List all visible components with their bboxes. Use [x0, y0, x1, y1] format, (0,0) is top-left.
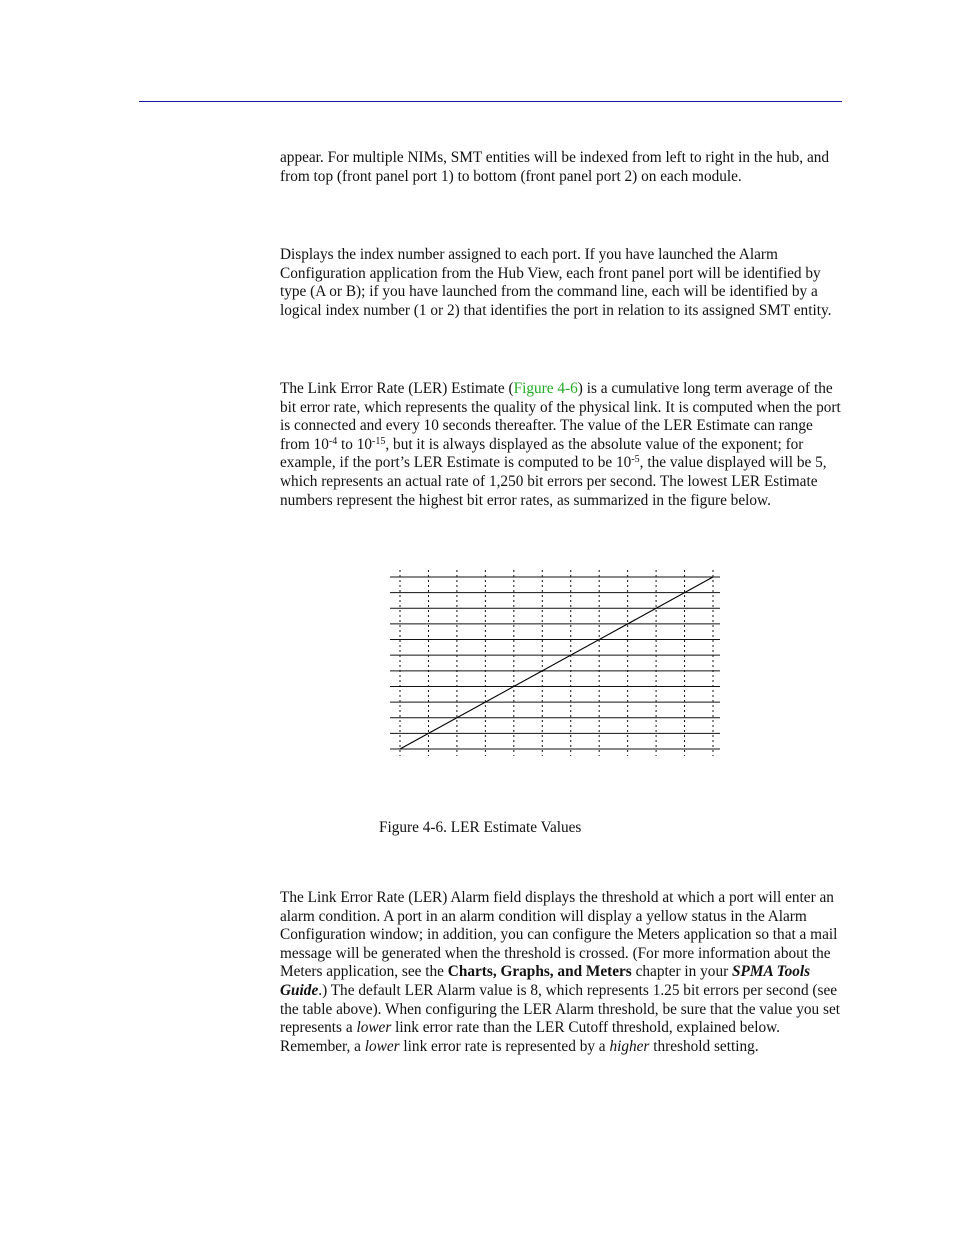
figure-4-6-link[interactable]: Figure 4-6 [513, 380, 578, 397]
ler-estimate-chart [385, 568, 725, 760]
emphasis-lower-2: lower [364, 1037, 400, 1055]
figure-caption: Figure 4-6. LER Estimate Values [379, 819, 582, 836]
spma-tools-guide-ref: SPMA Tools Guide [280, 963, 811, 999]
exponent-min: -4 [328, 435, 338, 447]
chart-series [400, 577, 713, 749]
para4-text-1: The Link Error Rate (LER) Alarm field displays the threshold at which a port will enter an alarm condition. A port in an alarm condition will display a yellow status in the Alarm Configuration window; in addition, you can configure the Meters application so that a mail message will be generated when the threshold is crossed. (For more information about the Meters application, see the [280, 889, 838, 981]
paragraph-port-index [280, 246, 842, 320]
paragraph-ler-alarm [280, 889, 842, 1056]
paragraph-ler-estimate [280, 380, 842, 510]
para4-text-3: .) The default LER Alarm value is 8, which represents 1.25 bit errors per second (see the table above). When configuring the LER Alarm threshold, be sure that the value you set represents a [280, 981, 841, 1037]
para3-text-2: ) is a cumulative long term average of the bit error rate, which represents the quality of the physical link. It is computed when the port is connected and every 10 seconds thereafter. The value of the LER Estimate can range from 10 [280, 380, 841, 453]
header-rule [139, 101, 842, 102]
horizontal-gridlines [390, 577, 720, 749]
para3-text-4: , but it is always displayed as the absolute value of the exponent; for example, if the port’s LER Estimate is computed to be 10 [280, 435, 804, 472]
emphasis-lower-1: lower [356, 1019, 392, 1037]
para4-text-4: link error rate than the LER Cutoff threshold, explained below. Remember, a [280, 1019, 780, 1055]
para4-text-6: threshold setting. [649, 1037, 759, 1055]
para3-text-5: , the value displayed will be 5, which represents an actual rate of 1,250 bit errors per second. The lowest LER Estimate numbers represent the highest bit error rates, as summarized in the figure below. [280, 454, 827, 509]
para1-text: appear. For multiple NIMs, SMT entities will be indexed from left to right in the hub, and from top (front panel port 1) to bottom (front panel port 2) on each module. [280, 149, 830, 185]
para3-text-1: The Link Error Rate (LER) Estimate ( [280, 380, 514, 397]
charts-graphs-meters-ref: Charts, Graphs, and Meters [447, 963, 632, 981]
exponent-max: -15 [372, 435, 386, 447]
para4-text-5: link error rate is represented by a [399, 1037, 610, 1055]
emphasis-higher: higher [609, 1037, 650, 1055]
para2-text: Displays the index number assigned to each port. If you have launched the Alarm Configuration application from the Hub View, each front panel port will be identified by type (A or B); if you have launched from the command line, each will be identified by a logical index number (1 or 2) that identifies the port in relation to its assigned SMT entity. [280, 246, 832, 319]
para4-text-2: chapter in your [631, 963, 733, 981]
series-line-segment [400, 577, 713, 749]
para3-text-3: to 10 [337, 435, 373, 453]
paragraph-smt-index [280, 149, 842, 186]
exponent-example: -5 [631, 454, 640, 466]
